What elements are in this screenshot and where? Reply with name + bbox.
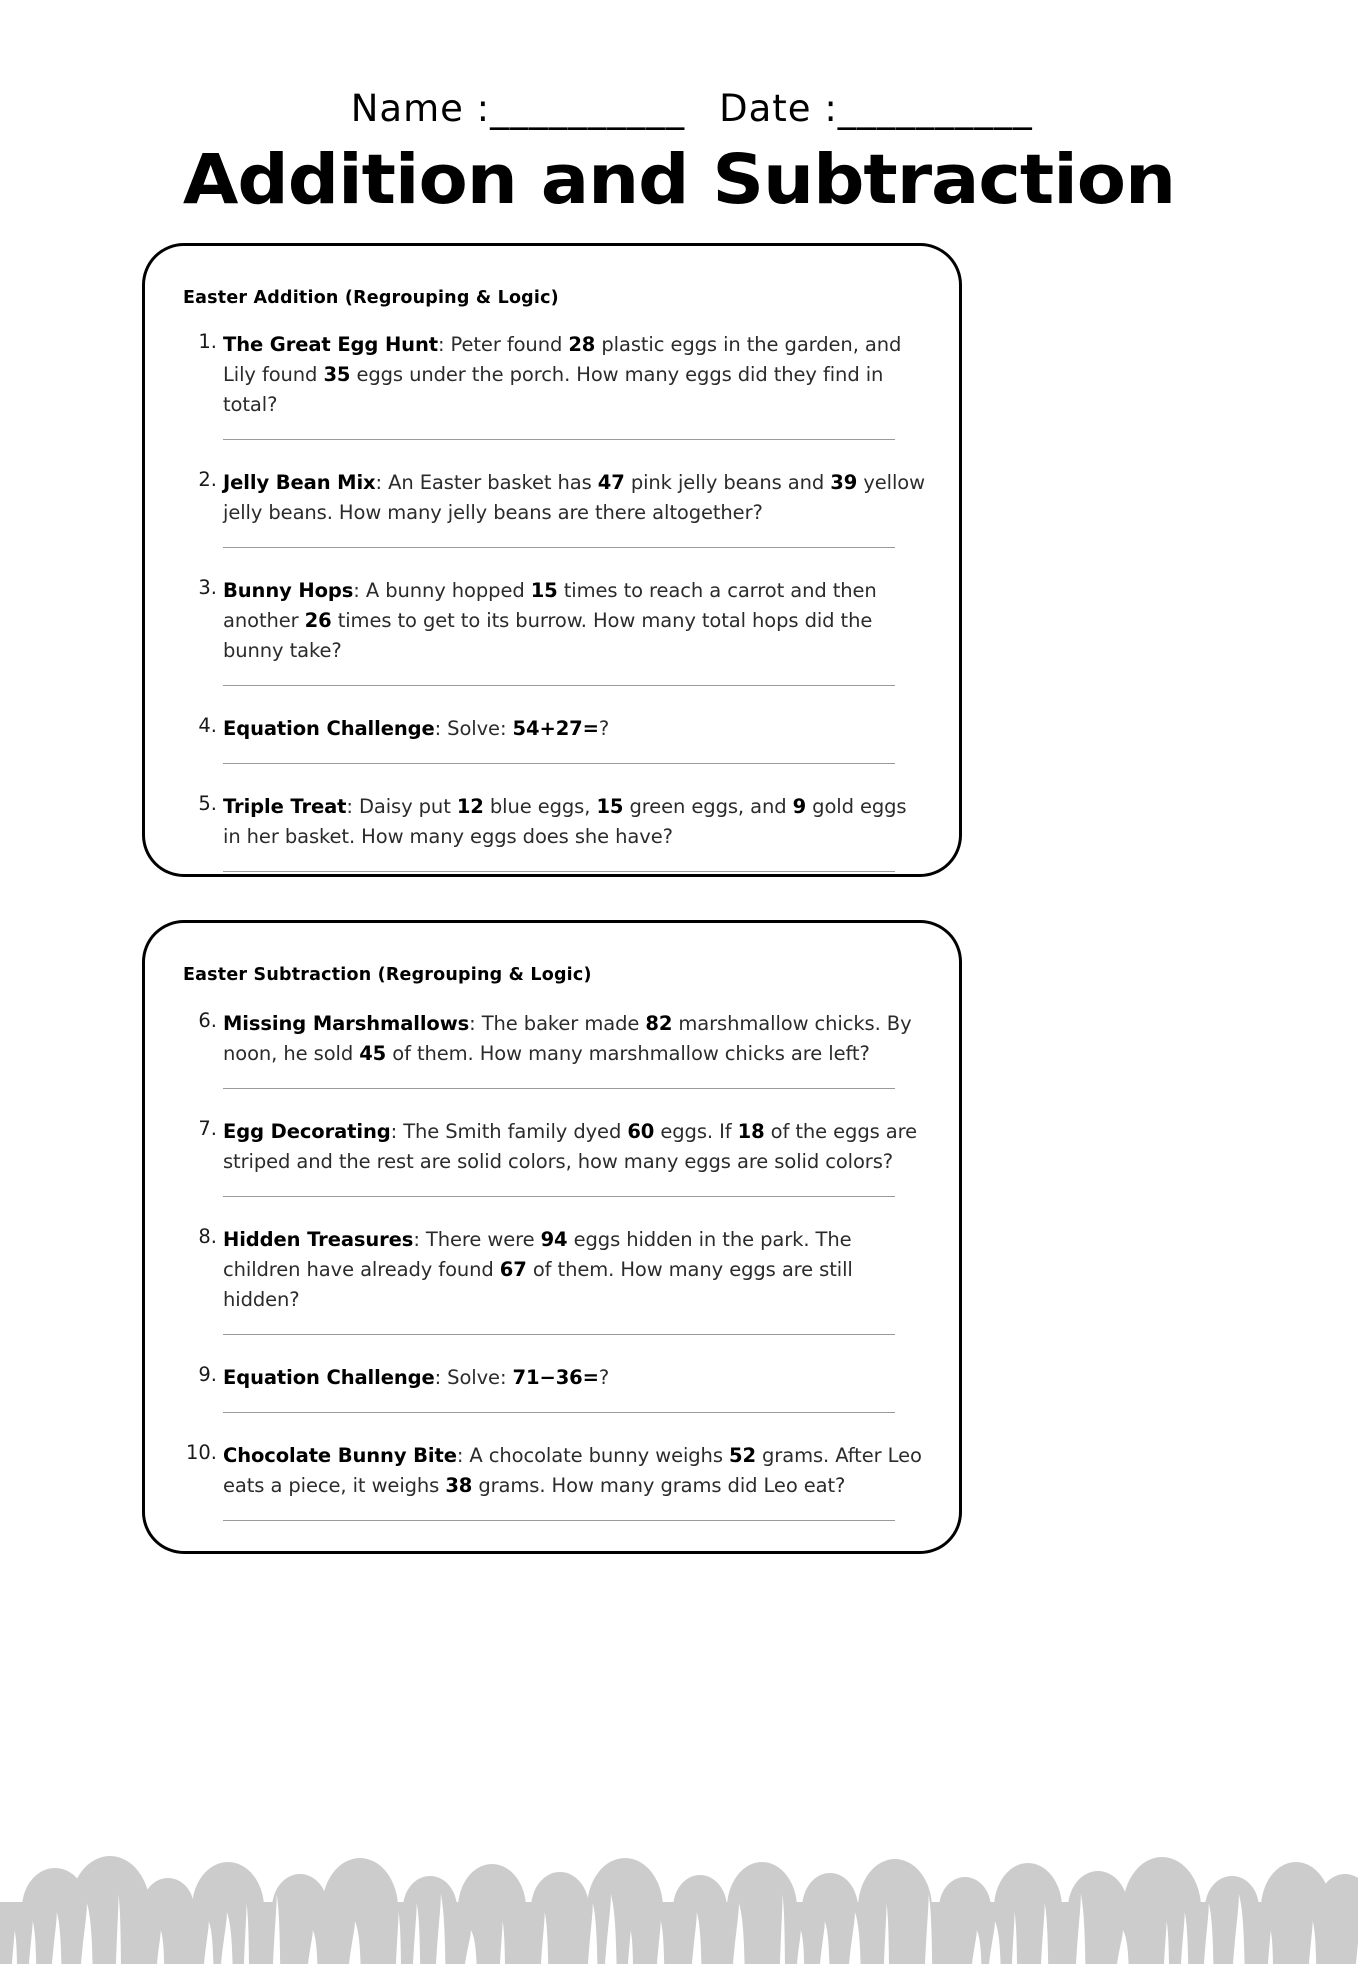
question-text: Chocolate Bunny Bite: A chocolate bunny weighs 52 grams. After Leo eats a piece, it weighs 38 grams. How many grams did Leo eat? — [223, 1444, 922, 1497]
answer-line[interactable] — [223, 439, 895, 440]
question-number: 3. — [198, 576, 217, 599]
section-subtraction — [142, 920, 962, 1554]
answer-line[interactable] — [223, 763, 895, 764]
section-addition — [142, 243, 962, 877]
question-number: 10. — [185, 1441, 217, 1464]
question-item — [145, 576, 959, 686]
section-heading-addition: Easter Addition (Regrouping & Logic) — [183, 288, 559, 308]
question-text: Missing Marshmallows: The baker made 82 marshmallow chicks. By noon, he sold 45 of them. How many marshmallow chicks are left? — [223, 1012, 912, 1065]
question-number: 6. — [198, 1009, 217, 1032]
answer-line[interactable] — [223, 685, 895, 686]
question-item — [145, 468, 959, 548]
question-number: 9. — [198, 1363, 217, 1386]
question-item — [145, 1441, 959, 1521]
question-item — [145, 330, 959, 440]
question-item — [145, 1009, 959, 1089]
date-label: Date : — [719, 87, 838, 130]
question-item — [145, 792, 959, 872]
question-text: Equation Challenge: Solve: 54+27=? — [223, 717, 610, 740]
question-list-addition — [145, 330, 959, 872]
question-number: 1. — [198, 330, 217, 353]
answer-line[interactable] — [223, 1412, 895, 1413]
question-text: Bunny Hops: A bunny hopped 15 times to reach a carrot and then another 26 times to get to its burrow. How many total hops did the bunny take? — [223, 579, 877, 662]
answer-line[interactable] — [223, 871, 895, 872]
name-blank[interactable]: __________ — [490, 87, 686, 130]
section-heading-subtraction: Easter Subtraction (Regrouping & Logic) — [183, 965, 592, 985]
question-item — [145, 1117, 959, 1197]
page-title: Addition and Subtraction — [182, 140, 1176, 220]
question-number: 4. — [198, 714, 217, 737]
question-text: Jelly Bean Mix: An Easter basket has 47 pink jelly beans and 39 yellow jelly beans. How many jelly beans are there altogether? — [223, 471, 925, 524]
question-text: Hidden Treasures: There were 94 eggs hidden in the park. The children have already found 67 of them. How many eggs are still hidden? — [223, 1228, 853, 1311]
answer-line[interactable] — [223, 1520, 895, 1521]
name-label: Name : — [350, 87, 491, 130]
question-text: The Great Egg Hunt: Peter found 28 plastic eggs in the garden, and Lily found 35 eggs under the porch. How many eggs did they find in total? — [223, 333, 902, 416]
answer-line[interactable] — [223, 1196, 895, 1197]
question-number: 5. — [198, 792, 217, 815]
answer-line[interactable] — [223, 1334, 895, 1335]
question-list-subtraction — [145, 1009, 959, 1521]
name-date-line — [0, 44, 1358, 130]
question-item — [145, 1225, 959, 1335]
date-blank[interactable]: __________ — [837, 87, 1033, 130]
question-item — [145, 714, 959, 764]
question-number: 7. — [198, 1117, 217, 1140]
question-text: Equation Challenge: Solve: 71−36=? — [223, 1366, 610, 1389]
question-number: 2. — [198, 468, 217, 491]
answer-line[interactable] — [223, 1088, 895, 1089]
question-text: Triple Treat: Daisy put 12 blue eggs, 15 green eggs, and 9 gold eggs in her basket. How many eggs does she have? — [223, 795, 907, 848]
question-item — [145, 1363, 959, 1413]
question-text: Egg Decorating: The Smith family dyed 60 eggs. If 18 of the eggs are striped and the rest are solid colors, how many eggs are solid colors? — [223, 1120, 917, 1173]
grass-border-decoration — [0, 1832, 1358, 1964]
answer-line[interactable] — [223, 547, 895, 548]
question-number: 8. — [198, 1225, 217, 1248]
